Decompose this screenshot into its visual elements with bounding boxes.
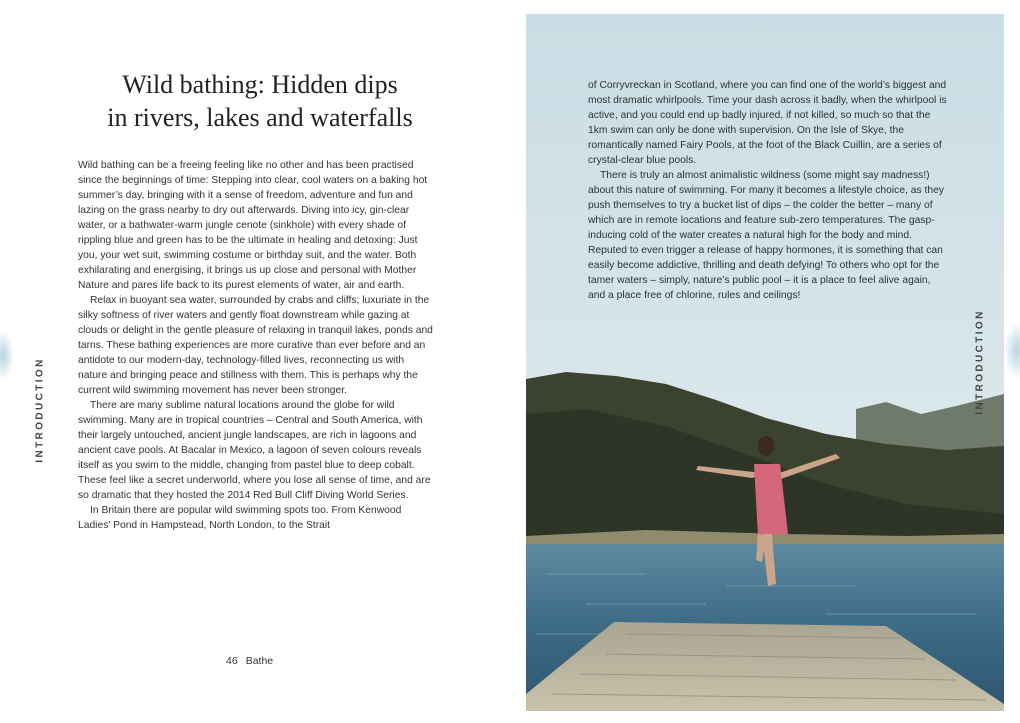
paragraph: There is truly an almost animalistic wildness (some might say madness!) about this nature of swimming. For many it becomes a lifestyle choice, as they push themselves to try a bucket list of dips – the colder the better – many of which are in remote locations and feature sub-zero temperatures. The gasp-inducing cold of the water creates a natural high for the body and mind. Reputed to even trigger a release of happy hormones, it is something that can easily become addictive, thrilling and death defying! To others who opt for the tamer waters – simply, nature’s public pool – it is a place to feel alive again, and a place free of chlorine, rules and ceilings! <box>588 170 944 301</box>
chapter-title <box>60 68 460 134</box>
section-tab-right: INTRODUCTION <box>974 309 986 415</box>
page-number: 46 <box>226 655 238 667</box>
left-body-text <box>78 158 434 533</box>
paragraph: Relax in buoyant sea water, surrounded by crabs and cliffs; luxuriate in the silky softness of river waters and gently float downstream while gazing at clouds or delight in the gentle pleasure of relaxing in tranquil lakes, ponds and tarns. These bathing experiences are more curative than ever before and an antidote to our modern-day, technology-filled lives, reconnecting us with nature and bringing peace and stillness with them. This is perhaps why the current wild swimming movement has never been stronger. <box>78 295 433 396</box>
paragraph: of Corryvreckan in Scotland, where you can find one of the world’s biggest and most dramatic whirlpools. Time your dash across it badly, when the whirlpool is active, and you could end up badly injured, if not killed, so much so that the 1km swim can only be done with supervision. On the Isle of Skye, the romantically named Fairy Pools, at the foot of the Black Cuillin, are a series of crystal-clear blue pools. <box>588 80 947 166</box>
running-footer: Bathe <box>245 655 274 667</box>
paragraph: Wild bathing can be a freeing feeling like no other and has been practised since the beginnings of time: Stepping into clear, cool waters on a baking hot summer’s day, bringing with it a sense of freedom, adventure and fun and lazing on the grass nearby to dry out afterwards. Diving into icy, gin-clear water, or a bathwater-warm jungle cenote (sinkhole) with every shade of rippling blue and green has to be the ultimate in healing and detoxing: Just you, your wet suit, swimming costume or birthday suit, and the water. Both exhilarating and energising, it brings us up close and personal with Mother Nature and pares life back to its purest elements of water, air and earth. <box>78 160 428 291</box>
page-footer <box>226 655 281 667</box>
watercolor-tab-right <box>1004 322 1020 380</box>
paragraph: In Britain there are popular wild swimming spots too. From Kenwood Ladies’ Pond in Hampstead, North London, to the Strait <box>78 505 402 531</box>
right-body-text <box>588 78 950 303</box>
paragraph: There are many sublime natural locations around the globe for wild swimming. Many are in tropical countries – Central and South America, with their largely untouched, ancient jungle landscapes, are rich in lagoons and ancient cave pools. At Bacalar in Mexico, a lagoon of seven colours reveals itself as you swim to the middle, changing from pastel blue to deep cobalt. These feel like a secret underworld, where you lose all sense of time, and are so dramatic that they hosted the 2014 Red Bull Cliff Diving World Series. <box>78 400 431 501</box>
chapter-title-line1: Wild bathing: Hidden dips <box>122 70 398 99</box>
chapter-title-line2: in rivers, lakes and waterfalls <box>107 103 413 132</box>
section-tab-left: INTRODUCTION <box>34 357 46 463</box>
